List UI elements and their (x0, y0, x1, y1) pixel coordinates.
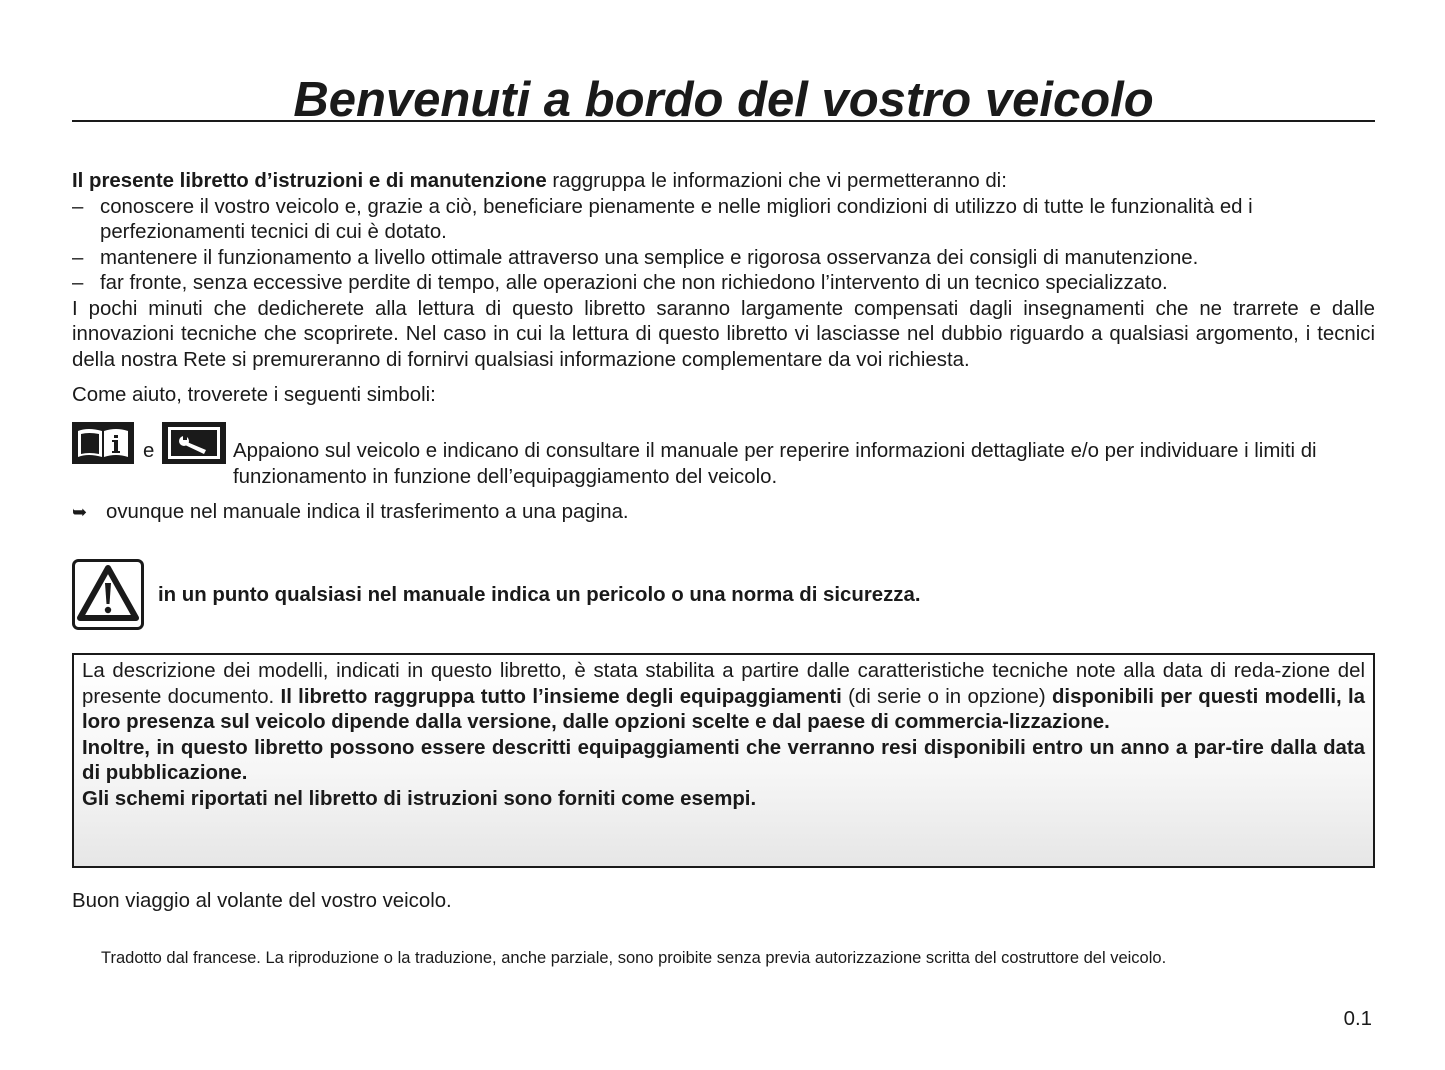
warning-row (72, 559, 1375, 634)
list-item-text: conoscere il vostro veicolo e, grazie a ciò, beneficiare pienamente e nelle migliori condizioni di utilizzo di tutte le funzionalità ed i perfezionamenti tecnici di cui è dotato. (100, 195, 1253, 243)
notice-paragraph (82, 736, 1365, 787)
symbols-description: Appaiono sul veicolo e indicano di consultare il manuale per reperire informazioni dettagliate e/o per individuare i limiti di funzionamento in funzione dell’equipaggiamento del veicolo. (233, 440, 1317, 488)
notice-box (72, 653, 1375, 868)
dash-bullet: – (72, 246, 84, 269)
notice-bold-text: disponibili per questi modelli, la loro presenza sul veicolo dipende dalla versione, dalle opzioni scelte e dal paese di commercia-lizzazione. (82, 685, 1365, 733)
symbols-row (72, 422, 1375, 492)
intro-paragraph: I pochi minuti che dedicherete alla lettura di questo libretto saranno largamente compensati dagli insegnamenti che ne trarrete e dalle innovazioni tecniche che scoprirete. Nel caso in cui la lettura di questo libretto vi lasciasse nel dubbio riguardo a qualsiasi argomento, i tecnici della nostra Rete si premureranno di fornirvi qualsiasi informazione complementare da voi richiesta. (72, 297, 1375, 371)
list-item-text: far fronte, senza eccessive perdite di tempo, alle operazioni che non richiedono l’intervento di un tecnico specializzato. (100, 272, 1168, 294)
page-number: 0.1 (1343, 1008, 1372, 1030)
notice-paragraph (82, 659, 1365, 736)
help-line: Come aiuto, troverete i seguenti simboli: (72, 384, 436, 406)
conjunction-text: e (143, 440, 155, 462)
notice-bold-text: Il libretto raggruppa tutto l’insieme degli equipaggiamenti (280, 685, 842, 708)
list-item (72, 195, 1375, 246)
arrow-right-icon: ➥ (72, 502, 88, 522)
copyright-footnote: Tradotto dal francese. La riproduzione o la traduzione, anche parziale, sono proibite senza previa autorizzazione scritta del costruttore del veicolo. (101, 949, 1167, 967)
notice-text: (di serie o in opzione) (841, 685, 1052, 708)
list-item (72, 271, 1375, 297)
page-reference-text: ovunque nel manuale indica il trasferimento a una pagina. (106, 501, 629, 523)
closing-line: Buon viaggio al volante del vostro veicolo. (72, 890, 452, 912)
page-reference-line (72, 500, 1375, 526)
intro-lead-bold: Il presente libretto d’istruzioni e di manutenzione (72, 170, 547, 192)
notice-bold-text: Inoltre, in questo libretto possono essere descritti equipaggiamenti che verranno resi disponibili entro un anno a par-tire dalla data di pubblicazione. (82, 736, 1365, 784)
list-item (72, 246, 1375, 272)
page-title: Benvenuti a bordo del vostro veicolo (293, 73, 1154, 127)
warning-text: in un punto qualsiasi nel manuale indica un pericolo o una norma di sicurezza. (158, 584, 921, 606)
intro-section (72, 169, 1375, 373)
warning-triangle-icon (72, 559, 144, 630)
book-info-icon (72, 422, 134, 464)
intro-lead-rest: raggruppa le informazioni che vi permetteranno di: (546, 170, 1007, 192)
intro-lead (72, 169, 1375, 195)
page-title-container (72, 66, 1375, 127)
list-item-text: mantenere il funzionamento a livello ottimale attraverso una semplice e rigorosa osservanza dei consigli di manutenzione. (100, 246, 1199, 269)
notice-bold-text: Gli schemi riportati nel libretto di istruzioni sono forniti come esempi. (82, 787, 757, 810)
notice-paragraph (82, 787, 1365, 813)
wrench-icon (162, 422, 226, 464)
notice-text: La descrizione dei modelli, indicati in questo libretto, è stata stabilita a partire dalle caratteristiche tecniche note alla data di reda-zione del presente documento. (82, 660, 1365, 708)
dash-bullet: – (72, 195, 84, 218)
dash-bullet: – (72, 272, 84, 294)
